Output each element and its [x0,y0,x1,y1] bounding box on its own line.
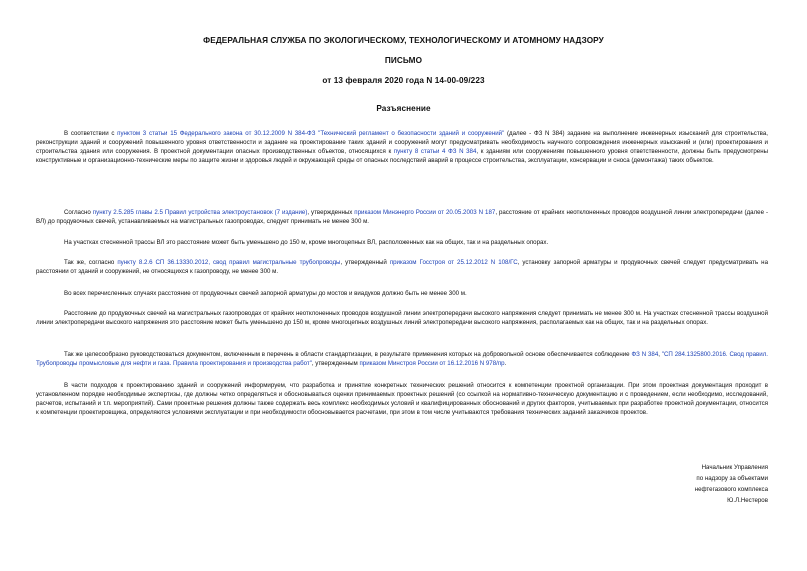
paragraph-text: , расстояние от крайних неотклоненных проводов воздушной линии электропередачи (далее - ВЛ) до продувочных свечей, устанавливаемых на магистральных газопроводах, следует принимать не менее 300 м. [36,209,768,225]
paragraph-8: В части подходов к проектированию зданий и сооружений информируем, что разработка и принятие конкретных технических решений относится к компетенции проектной организации. При этом проектная документация проходит в установленном порядке необходимые экспертизы, где должны четко определяться и обосновываться оценки принимаемых проектных решений (со ссылкой на нормативно-техническую документацию и с проведением, если необходимо, исследований, расчетов, испытаний и т.п. мероприятий). Сами проектные решения должны также содержать весь комплекс необходимых условий и квалифицированных обоснований и других факторов, учитываемых при разработке проектной документации, относится к компетенции проектировщика, определяются условиями эксплуатации и при необходимости обосновывается расчетами, при этом в том числе учитываются требования технических заданий заказчиков проектов. [36,382,768,416]
signature-name: Ю.Л.Нестеров [727,497,768,504]
paragraph-text: , утвержденных [307,209,355,216]
paragraph-text: В соответствии с [64,130,118,137]
paragraph-2 [36,208,768,226]
gosstroy-order-link[interactable]: приказом Госстроя от 25.12.2012 N 108/ГС [389,259,518,266]
agency-title: ФЕДЕРАЛЬНАЯ СЛУЖБА ПО ЭКОЛОГИЧЕСКОМУ, ТЕХНОЛОГИЧЕСКОМУ И АТОМНОМУ НАДЗОРУ [203,36,604,45]
pue-rules-link[interactable]: пункту 2.5.285 главы 2.5 Правил устройства электроустановок (7 издание) [92,209,308,216]
paragraph-text: , утвержденным [311,360,360,367]
paragraph-text: Согласно [64,209,93,216]
law-384-short-link[interactable]: ФЗ N 384 [631,351,659,358]
document-type: ПИСЬМО [384,56,423,65]
sp-36-link[interactable]: пункту 8.2.6 СП 36.13330.2012, свод правил магистральные трубопроводы [117,259,341,266]
sp-284-link[interactable]: "СП 284.1325800.2016. Свод правил. Трубопроводы промысловые для нефти и газа. Правила проектирования и производства работ" [36,351,768,367]
document-date-number: от 13 февраля 2020 года N 14-00-09/223 [322,76,485,85]
paragraph-6: Расстояние до продувочных свечей на магистральных газопроводах от крайних неотклоненных проводов воздушной линии электропередачи высокого напряжения следует принимать не менее 300 м. На участках стесненной трассы воздушной линии электропередачи высокого напряжения это расстояние может быть уменьшено до 150 м, кроме многоцепных воздушных линий электропередачи высокого напряжения, располагаемых как на общих, так и на раздельных опорах. [36,310,768,326]
paragraph-4 [36,258,768,276]
signature-department: по надзору за объектами [696,475,768,482]
paragraph-text: . [504,360,507,367]
paragraph-7 [36,350,768,368]
paragraph-text: Так же целесообразно руководствоваться документом, включенным в перечень в области стандартизации, в результате применения которых на добровольной основе обеспечивается соблюдение [64,351,632,358]
document-subtitle: Разъяснение [376,104,431,113]
paragraph-text: , установку запорной арматуры и продувочных свечей следует предусматривать на расстоянии от зданий и сооружений, не относящихся к газопроводу, не менее 300 м. [36,259,768,275]
law-384-article-4-link[interactable]: пункту 8 статьи 4 ФЗ N 384 [393,148,477,155]
minenergo-order-link[interactable]: приказом Минэнерго России от 20.05.2003 N 187 [354,209,496,216]
minstroy-order-link[interactable]: приказом Минстроя России от 16.12.2016 N 978/пр [359,360,505,367]
paragraph-text: , [658,351,662,358]
paragraph-text: , утвержденный [340,259,390,266]
signature-complex: нефтегазового комплекса [694,486,768,493]
paragraph-1 [36,129,768,165]
paragraph-text: Так же, согласно [64,259,118,266]
paragraph-text: (далее - ФЗ N 384) задание на выполнение инженерных изысканий для строительства, реконструкции зданий и сооружений повышенного уровня ответственности и задание на проектирование таких зданий и сооружений могут предусматривать необходимость научного сопровождения инженерных изысканий и (или) проектирования и строительства здания или сооружения. В проектной документации опасных производственных объектов, относящихся к [36,130,768,155]
signature-block [548,462,768,506]
paragraph-text: , к зданиям или сооружениям повышенного уровня ответственности, должны быть предусмотрены конструктивные и организационно-технические меры по защите жизни и здоровья людей и окружающей среды от опасных последствий аварий в процессе строительства, эксплуатации, консервации и сноса (демонтажа) таких объектов. [36,148,768,164]
law-384-link[interactable]: пунктом 3 статьи 15 Федерального закона от 30.12.2009 N 384-ФЗ "Технический регламент о безопасности зданий и сооружений" [117,130,505,137]
paragraph-3: На участках стесненной трассы ВЛ это расстояние может быть уменьшено до 150 м, кроме многоцепных ВЛ, расположенных как на общих, так и на раздельных опорах. [64,239,549,246]
signature-position: Начальник Управления [701,464,768,471]
paragraph-5: Во всех перечисленных случаях расстояние от продувочных свечей запорной арматуры до мостов и виадуков должно быть не менее 300 м. [64,290,467,297]
